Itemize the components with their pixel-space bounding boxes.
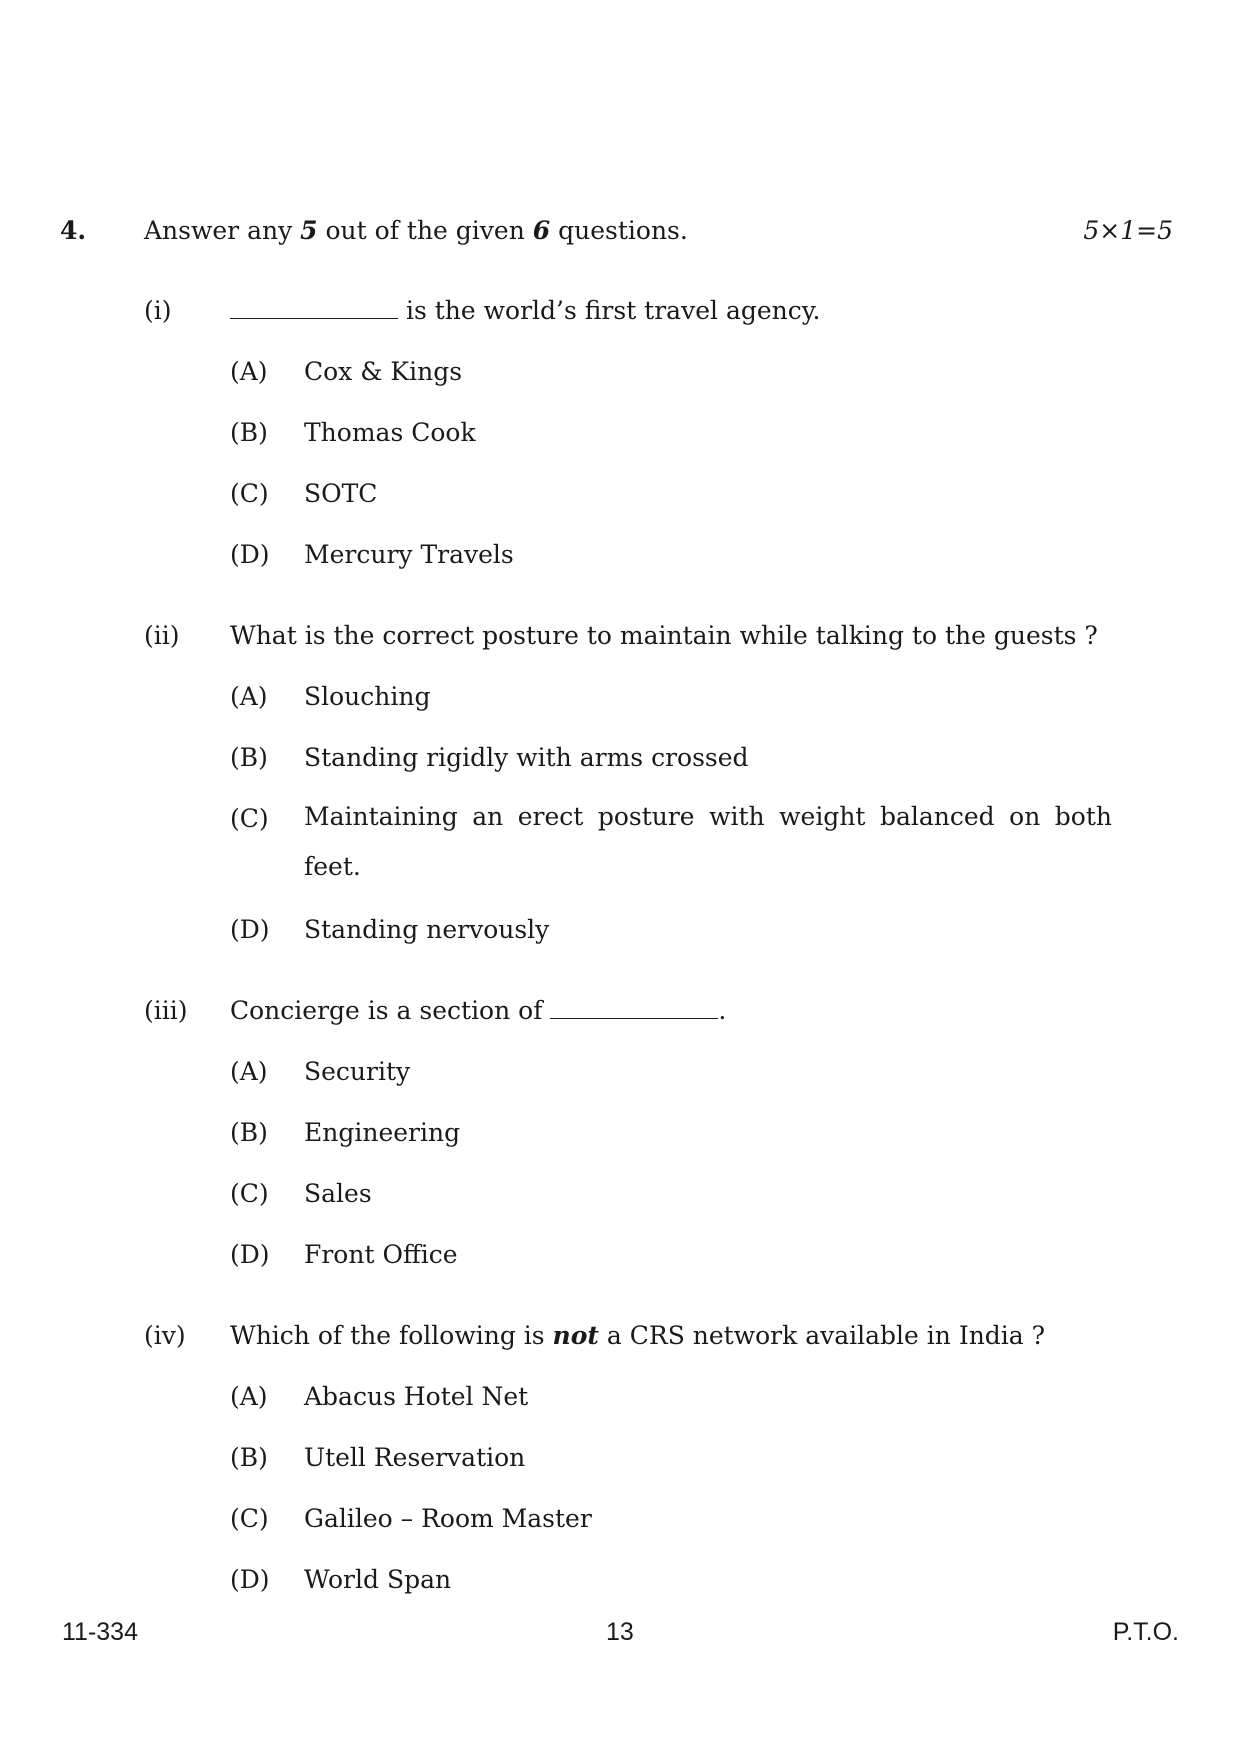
option-letter: (D) (230, 1565, 270, 1594)
option-text: Standing nervously (304, 915, 550, 944)
option-text: Security (304, 1057, 411, 1086)
item-stem: Which of the following is not a CRS network available in India ? (230, 1321, 1046, 1350)
answer-blank (550, 1017, 718, 1019)
option-letter: (B) (230, 743, 268, 772)
item-stem: What is the correct posture to maintain while talking to the guests ? (230, 621, 1098, 650)
option-text: Maintaining an erect posture with weight balanced on both feet. (304, 802, 1112, 881)
option-text: Thomas Cook (304, 418, 476, 447)
page-number: 13 (606, 1618, 634, 1646)
option-text: Abacus Hotel Net (304, 1382, 529, 1411)
option-letter: (B) (230, 418, 268, 447)
option-text: Mercury Travels (304, 540, 514, 569)
option-text: Cox & Kings (304, 357, 463, 386)
item-stem: Concierge is a section of . (230, 996, 727, 1025)
option-letter: (C) (230, 1504, 269, 1533)
option-text: SOTC (304, 479, 378, 508)
option-letter: (C) (230, 804, 269, 833)
option-text: Front Office (304, 1240, 458, 1269)
paper-code: 11-334 (62, 1618, 138, 1646)
question-number: 4. (60, 216, 87, 245)
item-label: (ii) (144, 621, 180, 650)
option-text: Slouching (304, 682, 431, 711)
option-letter: (D) (230, 1240, 270, 1269)
option-letter: (C) (230, 479, 269, 508)
option-text: Engineering (304, 1118, 461, 1147)
option-letter: (C) (230, 1179, 269, 1208)
option-text: Galileo – Room Master (304, 1504, 592, 1533)
item-stem: is the world’s first travel agency. (230, 296, 821, 325)
question-marks: 5×1=5 (1083, 216, 1173, 245)
option-letter: (A) (230, 357, 268, 386)
option-letter: (D) (230, 915, 270, 944)
option-letter: (B) (230, 1118, 268, 1147)
item-label: (i) (144, 296, 172, 325)
option-letter: (A) (230, 682, 268, 711)
option-text: Sales (304, 1179, 372, 1208)
item-label: (iii) (144, 996, 188, 1025)
option-letter: (B) (230, 1443, 268, 1472)
pto-label: P.T.O. (1112, 1618, 1179, 1646)
option-text: Standing rigidly with arms crossed (304, 743, 749, 772)
answer-blank (230, 317, 398, 319)
option-letter: (A) (230, 1057, 268, 1086)
item-label: (iv) (144, 1321, 186, 1350)
option-text: Utell Reservation (304, 1443, 526, 1472)
question-instruction: Answer any 5 out of the given 6 questions. (144, 216, 688, 245)
option-letter: (D) (230, 540, 270, 569)
option-letter: (A) (230, 1382, 268, 1411)
option-text: World Span (304, 1565, 452, 1594)
